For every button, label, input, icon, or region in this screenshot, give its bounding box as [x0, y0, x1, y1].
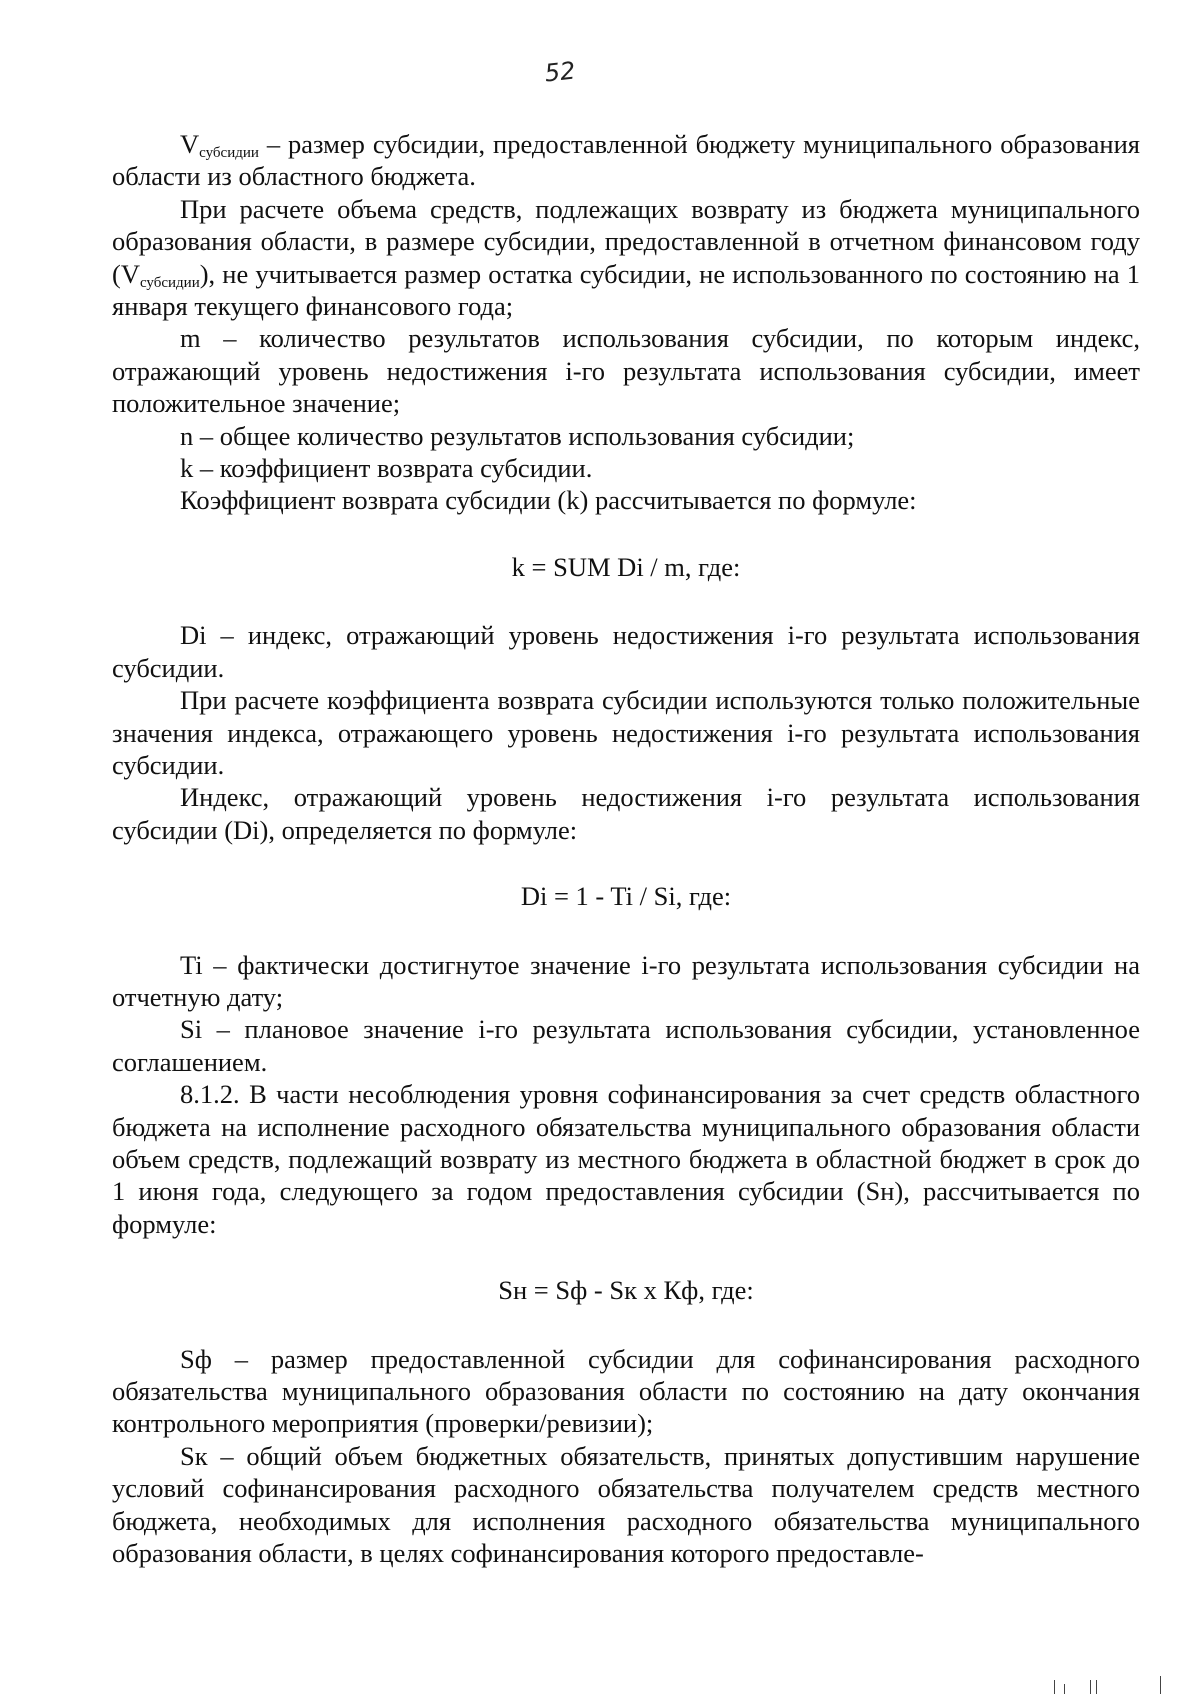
paragraph-si-definition: Si – плановое значение i-го результата использования субсидии, установленное соглашением.	[112, 1014, 1140, 1077]
paragraph-text: ), не учитывается размер остатка субсидии, не использованного по состоянию на 1 января текущего финансового года;	[112, 258, 1140, 322]
paragraph-k-formula-intro: Коэффициент возврата субсидии (k) рассчитывается по формуле:	[180, 485, 917, 516]
formula-k: k = SUM Di / m, где:	[511, 551, 741, 582]
scan-mark	[1090, 1680, 1091, 1694]
document-body	[112, 128, 1140, 1569]
scan-mark	[1096, 1680, 1097, 1694]
variable-v: V	[180, 129, 200, 159]
page-number: 52	[543, 56, 577, 88]
paragraph-calculation-note	[112, 193, 1140, 323]
scan-mark	[1054, 1680, 1055, 1694]
paragraph-m-definition: m – количество результатов использования субсидии, по которым индекс, отражающий уровень недостижения i-го результата использования субсидии, имеет положительное значение;	[112, 323, 1140, 419]
subscript-subsidy: субсидии	[199, 145, 259, 161]
paragraph-positive-values: При расчете коэффициента возврата субсидии используются только положительные значения индекса, отражающего уровень недостижения i-го результата использования субсидии.	[112, 685, 1140, 780]
paragraph-di-definition: Di – индекс, отражающий уровень недостижения i-го результата использования субсидии.	[112, 620, 1140, 683]
paragraph-v-subsidy	[112, 128, 1140, 193]
paragraph-text: При расчете объема средств, подлежащих возврату из бюджета муниципального образования области, в размере субсидии, предоставленной в отчетном финансовом году (V	[112, 193, 1140, 289]
subscript-subsidy: субсидии	[139, 274, 200, 291]
paragraph-di-formula-intro: Индекс, отражающий уровень недостижения i-го результата использования субсидии (Di), определяется по формуле:	[112, 782, 1140, 845]
formula-sn: Sн = Sф - Sк x Кф, где:	[498, 1275, 754, 1306]
paragraph-sf-definition: Sф – размер предоставленной субсидии для софинансирования расходного обязательства муниципального образования области по состоянию на дату окончания контрольного мероприятия (проверки/ревизии);	[112, 1343, 1140, 1439]
paragraph-8-1-2: 8.1.2. В части несоблюдения уровня софинансирования за счет средств областного бюджета на исполнение расходного обязательства муниципального образования области объем средств, подлежащий возврату из местного бюджета в областной бюджет в срок до 1 июня года, следующего за годом предоставления субсидии (Sн), рассчитывается по формуле:	[112, 1079, 1140, 1239]
paragraph-ti-definition: Ti – фактически достигнутое значение i-го результата использования субсидии на отчетную дату;	[112, 949, 1140, 1012]
paragraph-sk-definition: Sк – общий объем бюджетных обязательств, принятых допустившим нарушение условий софинансирования расходного обязательства получателем средств местного бюджета, необходимых для исполнения расходного обязательства муниципального образования области, в целях софинансирования которого предоставле-	[112, 1440, 1140, 1569]
scan-mark	[1160, 1676, 1161, 1694]
formula-di: Di = 1 - Ti / Si, где:	[520, 881, 732, 912]
paragraph-text: – размер субсидии, предоставленной бюджету муниципального образования области из областного бюджета.	[112, 129, 1140, 192]
paragraph-k-definition: k – коэффициент возврата субсидии.	[180, 453, 593, 484]
paragraph-n-definition: n – общее количество результатов использования субсидии;	[180, 420, 855, 451]
scan-mark	[1064, 1684, 1065, 1694]
